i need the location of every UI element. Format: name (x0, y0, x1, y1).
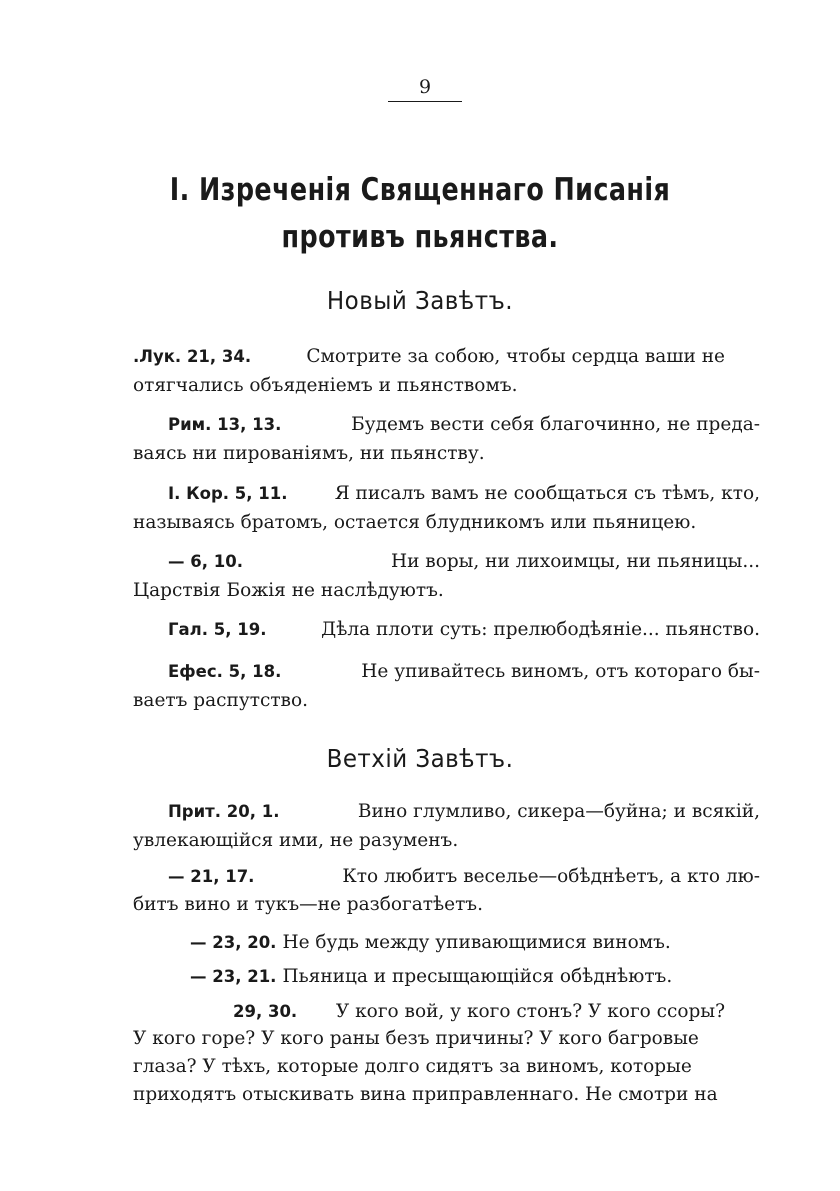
verse-line (133, 862, 760, 892)
verse-text: Вино глумливо, сикера—буйна; и всякій, (357, 801, 760, 822)
verse-text: отягчались объяденіемъ и пьянствомъ. (133, 375, 518, 396)
verse-line (133, 479, 760, 509)
verse-text: Смотрите за собою, чтобы сердца ваши не (306, 346, 725, 367)
verse-text: Царствія Божія не наслѣдуютъ. (133, 580, 444, 601)
verse-ref: — 21, 17. (168, 867, 255, 886)
verse-ref: I. Кор. 5, 11. (168, 484, 288, 503)
verse-text: ваетъ распутство. (133, 690, 308, 711)
verse-text: Кто любитъ веселье—обѣднѣетъ, а кто лю- (342, 866, 760, 887)
verse-text: Будемъ вести себя благочинно, не преда- (351, 414, 760, 435)
verse-line (133, 686, 725, 716)
verse-line (133, 342, 725, 372)
verse-ref: .Лук. 21, 34. (133, 347, 252, 366)
verse-line (233, 997, 725, 1027)
verse-line (133, 547, 760, 577)
verse-line (133, 439, 725, 469)
verse-text: Не упивайтесь виномъ, отъ котораго бы- (361, 661, 760, 682)
verse-line (133, 615, 760, 645)
verse-line (190, 962, 725, 992)
verse-text: У кого горе? У кого раны безъ причины? У кого багровые (133, 1028, 699, 1049)
verse-text: Дѣла плоти суть: прелюбодѣяніе... пьянство. (321, 619, 760, 640)
verse-line (133, 576, 725, 606)
verse-text: Ни воры, ни лихоимцы, ни пьяницы... (390, 551, 760, 572)
verse-line (133, 657, 760, 687)
verse-line (133, 826, 725, 856)
verse-text: битъ вино и тукъ—не разбогатѣетъ. (133, 894, 483, 915)
old-testament-heading: Ветхій Завѣтъ. (326, 744, 514, 773)
verse-line (133, 508, 725, 538)
verse-text: приходятъ отыскивать вина приправленнаго. Не смотри на (133, 1084, 718, 1105)
verse-text: Я писалъ вамъ не сообщаться съ тѣмъ, кто, (334, 483, 760, 504)
verse-text: называясь братомъ, остается блудникомъ или пьяницею. (133, 512, 697, 533)
verse-line (133, 1080, 725, 1110)
verse-text: У кого вой, у кого стонъ? У кого ссоры? (335, 1001, 725, 1022)
verse-ref: Прит. 20, 1. (168, 802, 280, 821)
verse-text: увлекающійся ими, не разуменъ. (133, 830, 459, 851)
verse-line (133, 1024, 725, 1054)
verse-ref: Ефес. 5, 18. (168, 662, 282, 681)
chapter-title-line-2: противъ пьянства. (281, 219, 559, 255)
page-number: 9 (388, 76, 462, 102)
verse-text: глаза? У тѣхъ, которые долго сидятъ за виномъ, которые (133, 1056, 692, 1077)
verse-line (133, 1052, 725, 1082)
verse-line (133, 410, 760, 440)
verse-ref: Гал. 5, 19. (168, 620, 267, 639)
chapter-title-line-1: I. Изреченія Священнаго Писанія (169, 172, 671, 208)
verse-text: ваясь ни пированіямъ, ни пьянству. (133, 443, 485, 464)
verse-ref: 29, 30. (233, 1002, 298, 1021)
verse-line (190, 928, 725, 958)
verse-ref: Рим. 13, 13. (168, 415, 282, 434)
verse-line (133, 371, 725, 401)
verse-ref: — 23, 20. (190, 933, 277, 952)
verse-ref: — 23, 21. (190, 967, 277, 986)
verse-line (133, 797, 760, 827)
verse-text: Не будь между упивающимися виномъ. (282, 932, 671, 953)
verse-text: Пьяница и пресыщающійся обѣднѣютъ. (282, 966, 673, 987)
verse-ref: — 6, 10. (168, 552, 243, 571)
new-testament-heading: Новый Завѣтъ. (326, 286, 514, 315)
verse-line (133, 890, 725, 920)
